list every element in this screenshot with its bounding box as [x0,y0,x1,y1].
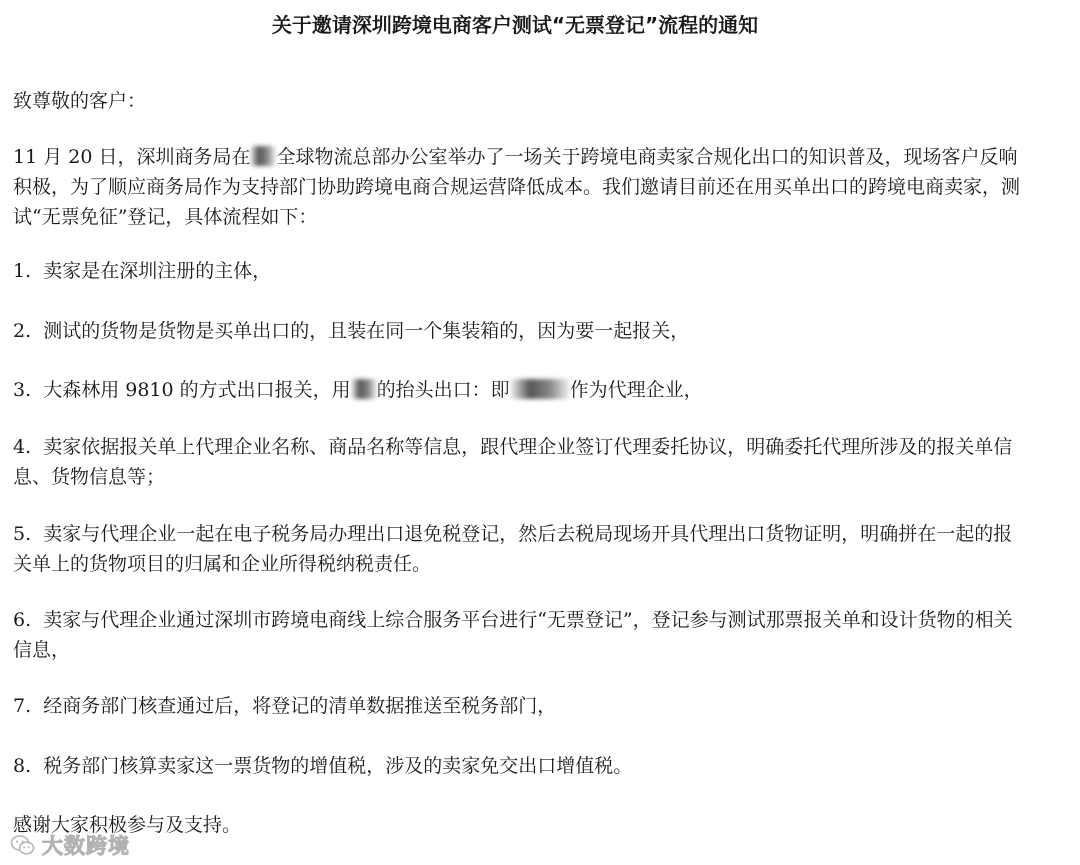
list-item-7: 7. 经商务部门核查通过后，将登记的清单数据推送至税务部门， [13,695,557,717]
intro-paragraph [13,142,1023,232]
list-item-5: 5. 卖家与代理企业一起在电子税务局办理出口退免税登记，然后去税局现场开具代理出口货物证明，明确拼在一起的报关单上的货物项目的归属和企业所得税纳税责任。 [13,523,1013,575]
list-item-8: 8. 税务部门核算卖家这一票货物的增值税，涉及的卖家免交出口增值税。 [13,755,633,777]
list-item-6: 6. 卖家与代理企业通过深圳市跨境电商线上综合服务平台进行“无票登记”，登记参与测试那票报关单和设计货物的相关信息， [13,609,1013,661]
closing-line: 感谢大家积极参与及支持。 [13,814,242,836]
list-item-3-text-b: 的抬头出口：即 [376,379,510,401]
watermark [10,828,130,862]
intro-text-rest: 全球物流总部办公室举办了一场关于跨境电商卖家合规化出口的知识普及，现场客户反响积极，为了顺应商务局作为支持部门协助跨境电商合规运营降低成本。我们邀请目前还在用买单出口的跨境电商卖家，测试“无票免征”登记，具体流程如下： [13,146,1021,228]
redacted-mark [351,379,377,399]
redacted-mark [510,379,570,399]
list-item-2: 2. 测试的货物是货物是买单出口的，且装在同一个集装箱的，因为要一起报关， [13,320,690,342]
intro-text-start: 11 月 20 日，深圳商务局在 [13,146,251,168]
watermark-text: 大数跨境 [42,834,130,858]
list-item-3-text-a: 3. 大森林用 9810 的方式出口报关，用 [13,379,351,401]
redacted-mark [250,146,276,166]
wechat-logo-icon [10,832,36,858]
list-item-3-text-c: 作为代理企业， [569,379,703,401]
list-item-1: 1. 卖家是在深圳注册的主体， [13,260,272,282]
document-title: 关于邀请深圳跨境电商客户测试“无票登记”流程的通知 [271,13,759,37]
greeting: 致尊敬的客户： [13,90,147,112]
list-item-3 [13,375,1023,405]
list-item-4: 4. 卖家依据报关单上代理企业名称、商品名称等信息，跟代理企业签订代理委托协议，明确委托代理所涉及的报关单信息、货物信息等； [13,436,1013,488]
